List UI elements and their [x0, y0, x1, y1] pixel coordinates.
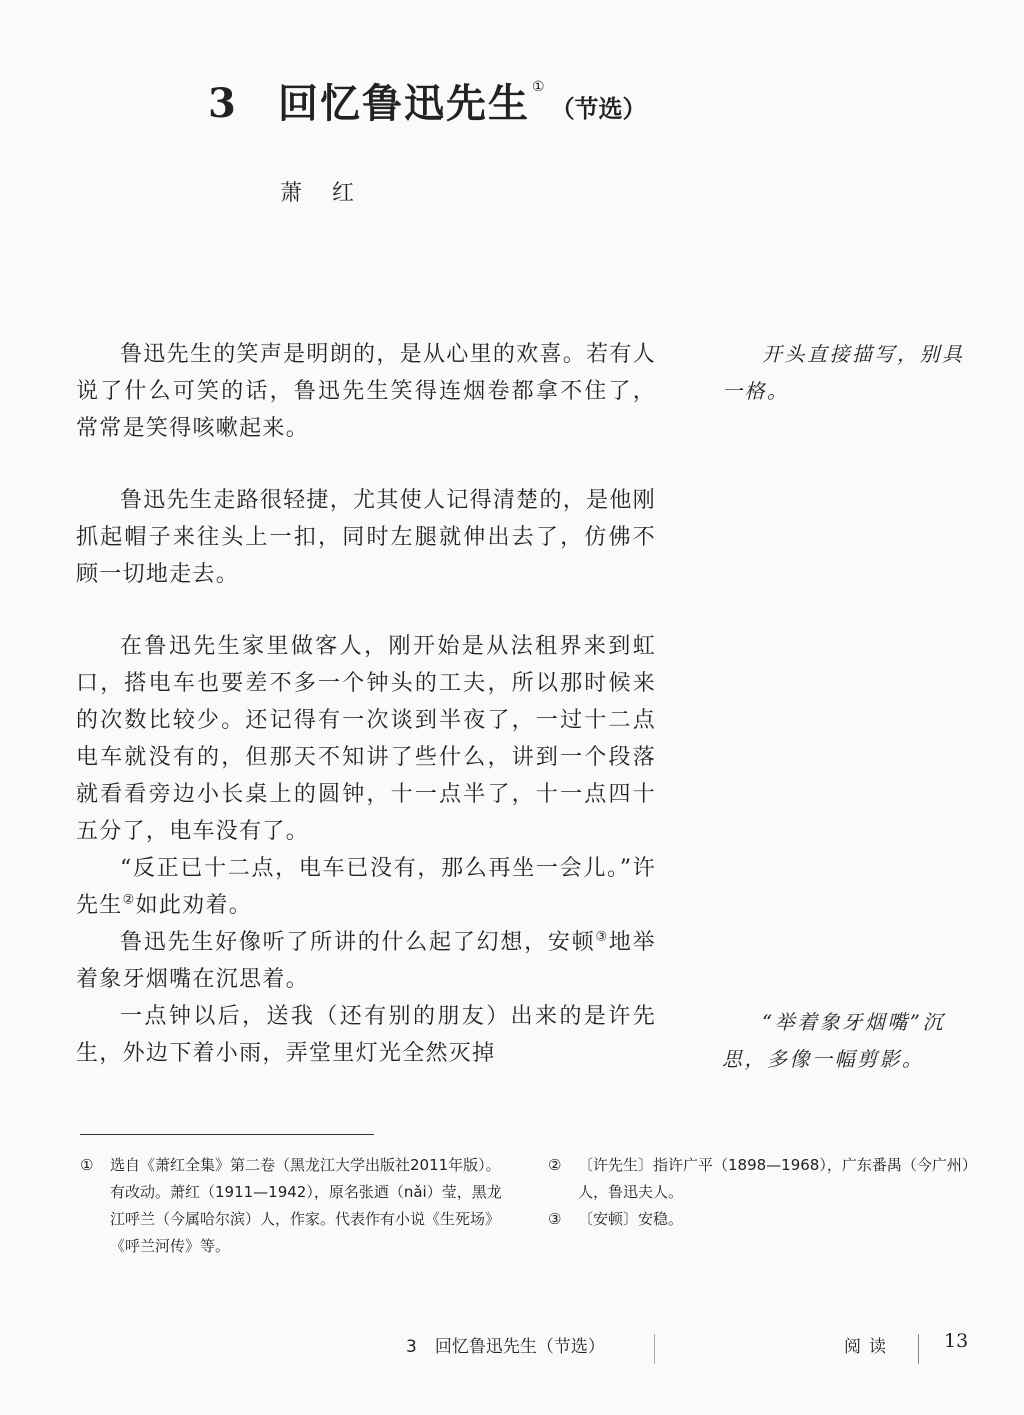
- margin-note-1: 开头直接描写，别具一格。: [722, 342, 965, 403]
- footer-divider: [918, 1334, 919, 1364]
- footnote-1-text: 选自《萧红全集》第二卷（黑龙江大学出版社2011年版）。有改动。萧红（1911—1942），原名张迺（nǎi）莹，黑龙江呼兰（今属哈尔滨）人，作家。代表作有小说《生死场》《呼兰河传》等。: [110, 1156, 502, 1255]
- footnote-marker-2[interactable]: ②: [122, 892, 136, 908]
- footer-chapter-text: 回忆鲁迅先生（节选）: [434, 1337, 605, 1357]
- footnote-divider: [80, 1134, 374, 1135]
- footer-divider: [654, 1334, 655, 1364]
- footnotes-right-column: [548, 1152, 978, 1233]
- footnote-3-marker: ③: [548, 1210, 562, 1228]
- paragraph-5: [76, 924, 656, 998]
- author-name: 萧红: [280, 181, 385, 206]
- footer-section-label: 阅读: [844, 1337, 894, 1357]
- paragraph-1: 鲁迅先生的笑声是明朗的，是从心里的欢喜。若有人说了什么可笑的话，鲁迅先生笑得连烟卷都拿不住了，常常是笑得咳嗽起来。: [76, 342, 656, 441]
- lesson-title: [208, 72, 647, 129]
- footnotes-left-column: [80, 1152, 510, 1260]
- paragraph-4-text-a: “反正已十二点，电车已没有，那么再坐一会儿。”许先生: [76, 856, 656, 918]
- lesson-subtitle: （节选）: [550, 95, 647, 123]
- footer-chapter-title: [406, 1332, 605, 1357]
- paragraph-5-text-a: 鲁迅先生好像听了所讲的什么起了幻想，安顿: [120, 930, 596, 955]
- footnote-3-text: 〔安顿〕安稳。: [578, 1210, 684, 1228]
- footnote-1: [80, 1152, 510, 1260]
- lesson-title-text: 回忆鲁迅先生: [278, 81, 530, 127]
- title-footnote-marker[interactable]: ①: [532, 79, 545, 95]
- footnote-2-text: 〔许先生〕指许广平（1898—1968），广东番禺（今广州）人，鲁迅夫人。: [578, 1156, 977, 1201]
- paragraph-5-text-b: 地举着象牙烟嘴在沉思着。: [76, 930, 656, 992]
- page-number: 13: [944, 1330, 969, 1352]
- footnote-marker-3[interactable]: ③: [595, 929, 609, 945]
- footnote-3: [548, 1206, 978, 1233]
- paragraph-2: 鲁迅先生走路很轻捷，尤其使人记得清楚的，是他刚抓起帽子来往头上一扣，同时左腿就伸出去了，仿佛不顾一切地走去。: [76, 488, 656, 587]
- footnote-2: [548, 1152, 978, 1206]
- paragraph-3: 在鲁迅先生家里做客人，刚开始是从法租界来到虹口，搭电车也要差不多一个钟头的工夫，所以那时候来的次数比较少。还记得有一次谈到半夜了，一过十二点电车就没有的，但那天不知讲了些什么，讲到一个段落就看看旁边小长桌上的圆钟，十一点半了，十一点四十五分了，电车没有了。: [76, 634, 656, 844]
- footnote-2-marker: ②: [548, 1156, 562, 1174]
- paragraph-6: 一点钟以后，送我（还有别的朋友）出来的是许先生，外边下着小雨，弄堂里灯光全然灭掉: [76, 1004, 656, 1066]
- footnote-1-marker: ①: [80, 1156, 94, 1174]
- main-text-column: [76, 336, 656, 1072]
- lesson-number: 3: [208, 80, 236, 127]
- paragraph-4-text-b: 如此劝着。: [135, 893, 253, 918]
- footer-chapter-number: 3: [406, 1337, 417, 1357]
- margin-note-2: “举着象牙烟嘴”沉思，多像一幅剪影。: [722, 1010, 945, 1071]
- paragraph-4: [76, 850, 656, 924]
